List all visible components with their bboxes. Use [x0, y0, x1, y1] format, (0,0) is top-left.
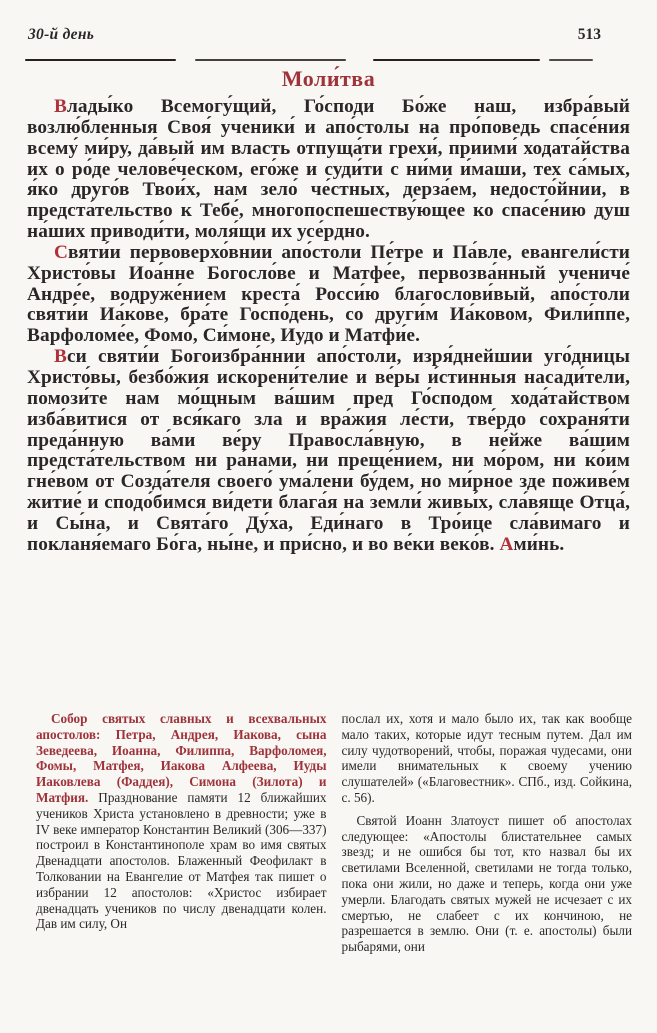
drop-initial: С [54, 241, 69, 263]
prayer-paragraph-3 [27, 347, 630, 555]
prayer-paragraph-1-text: лады́ко Всемогу́щий, Го́споди Бо́же наш, избра́вый возлю́бленныя Своя́ ученики́ и апо́столы на про́поведь спасе́ния всему́ ми́ру, да́вый им власть отпуща́ти грехи́, приими́ ходата́йства их о ро́де челове́ческом, его́же и суди́ти с ни́ми и́маши, тех са́мых, я́ко друго́в Твои́х, нам зело́ че́стных, дерза́ем, недосто́йнии, в предста́тельство к Тебе́, многопоспешеству́ющее ко спасе́нию душ на́ших приводи́ти, моля́щи их усе́рдно. [27, 96, 630, 243]
prayer-paragraph-2-text: вяти́и первоверхо́внии апо́столи Пе́тре и Па́вле, евангели́сти Христо́вы Иоа́нне Богосло́ве и Матфе́е, первозва́нный учениче́ Андре́е, водруже́нием креста́ Росси́ю благослови́вый, апо́столи святи́и Иа́кове, бра́те Госпо́день, со други́м Иа́ковом, Фили́ппе, Варфоломе́е, Фомо́, Си́моне, Иудо и Матфи́е. [27, 241, 630, 347]
commentary-columns [36, 711, 632, 955]
drop-initial: В [54, 96, 67, 117]
divider-segment [549, 59, 593, 61]
running-title: 30-й день [28, 26, 95, 43]
right-column-paragraph-1: послал их, хотя и мало было их, так как вообще мало таких, которые идут тесным путем. Дал им силу чудотворений, чтобы, поражая чудесами, они имели внимательных к своему учению слушателей» («Благовестник». СПб., изд. Сойкина, с. 56). [341, 711, 632, 805]
left-column-paragraph [36, 711, 327, 932]
divider-segment [25, 59, 176, 61]
drop-initial: В [54, 346, 67, 368]
amen-text: ми́нь. [513, 533, 565, 555]
page-title: Моли́тва [281, 66, 376, 91]
feast-title-red: Собор святых славных и всехвальных апостолов: Петра, Андрея, Иакова, сына Зеведеева, Иоанна, Филиппа, Варфоломея, Фомы, Матфея, Иакова Алфеева, Иуды Иаковлева (Фаддея), Симона (Зилота) и Матфия. [36, 711, 327, 805]
header-divider [25, 59, 630, 61]
right-column-paragraph-2: Святой Иоанн Златоуст пишет об апостолах следующее: «Апостолы блистательнее самых звезд; и не ошибся бы тот, кто назвал бы их светилами Вселенной, светилами не тогда только, пока они жили, но даже и теперь, когда они уже умерли. Благодать святых мужей не исчезает с их смертью, не слабеет с их кончиною, не разрешается в землю. Они (т. е. апостолы) были рыбарями, они [341, 812, 632, 955]
left-column [36, 711, 327, 955]
divider-segment [195, 59, 346, 61]
left-column-body: Празднование памяти 12 ближайших учеников Христа установлено в древности; уже в IV веке император Константин Великий (306—337) построил в Константинополе храм во имя святых Двенадцати апостолов. Блаженный Феофилакт в Толковании на Евангелие от Матфея так пишет о избрании 12 апостолов: «Христос избирает двенадцать учеников по числу двенадцати колен. Дав им силу, Он [36, 789, 327, 932]
page-number: 513 [577, 26, 601, 43]
prayer-text [27, 97, 630, 556]
page-header [28, 26, 601, 44]
divider-segment [373, 59, 540, 61]
prayer-paragraph-3-text: си святи́и Богоизбра́ннии апо́столи, изря́днейшии уго́дницы Христо́вы, безбо́жия искорени́телие и ве́ры и́стинныя насади́тели, помози́те нам мо́щным ва́шим пред Го́сподом хода́тайством изба́витися от вся́каго зла и вра́жия ле́сти, тве́рдо сохраня́ти преда́нную ва́ми ве́ру Правосла́вную, в не́йже ва́шим предста́тельством ни ра́нами, ни преще́нием, ни мо́ром, ни ко́им гне́вом от Созда́теля своего́ ума́лени бу́дем, но ми́рное зде поживе́м житие́ и сподо́бимся ви́дети блага́я на земли́ живы́х, сла́вяще Отца́, и Сы́на, и Свята́го Ду́ха, Еди́наго в Тро́ице сла́вимаго и покланя́емаго Бо́га, ны́не, и при́сно, и во ве́ки веко́в. [27, 346, 630, 555]
right-column [342, 711, 633, 955]
prayer-paragraph-2 [27, 243, 630, 347]
amen-initial: А [499, 533, 514, 555]
prayer-paragraph-1 [27, 97, 630, 243]
